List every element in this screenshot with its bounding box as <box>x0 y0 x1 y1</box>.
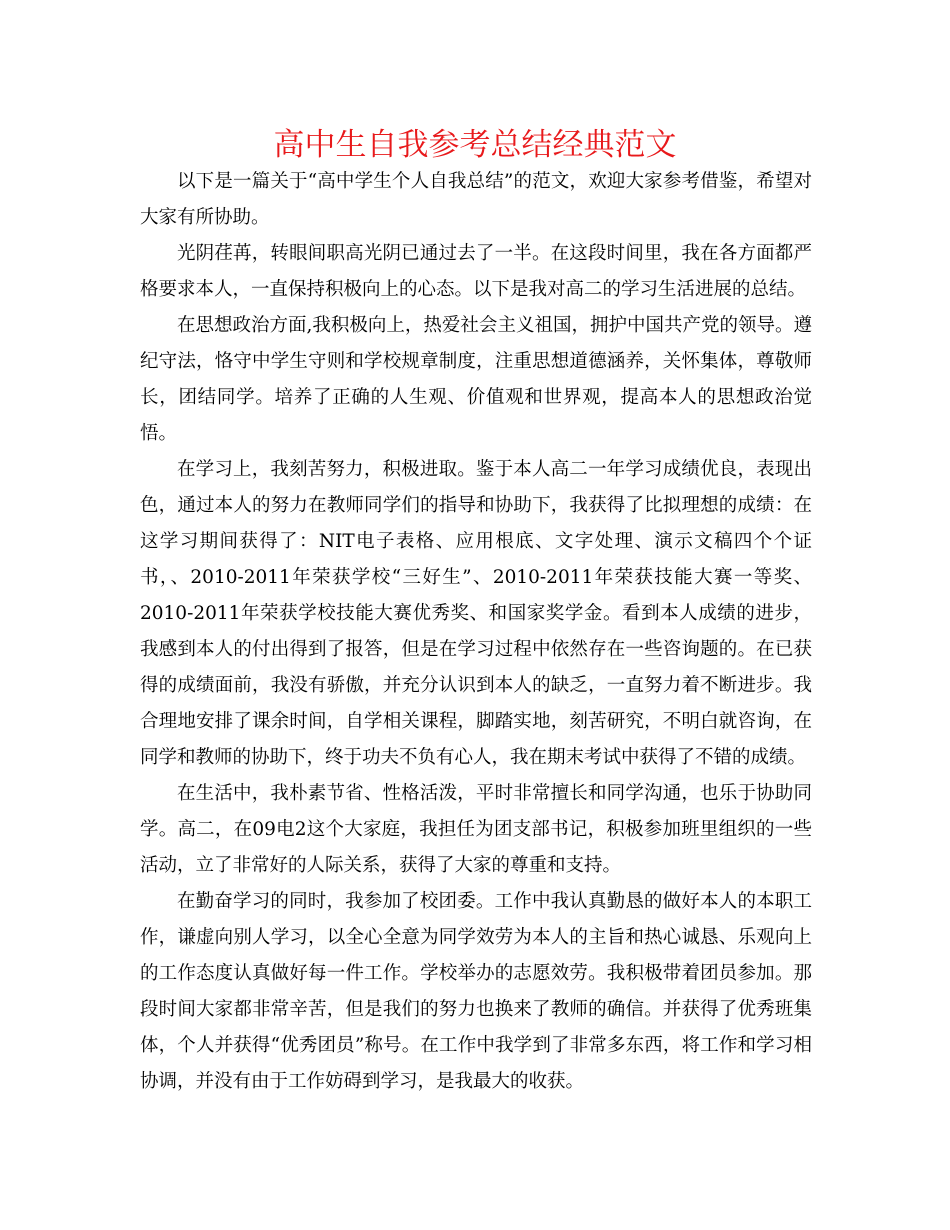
paragraph-overview: 光阴荏苒，转眼间职高光阴已通过去了一半。在这段时间里，我在各方面都严格要求本人，一直保持积极向上的心态。以下是我对高二的学习生活进展的总结。 <box>140 243 812 300</box>
document-title: 高中生自我参考总结经典范文 <box>273 127 677 163</box>
paragraph-work: 在勤奋学习的同时，我参加了校团委。工作中我认真勤恳的做好本人的本职工作，谦虚向别人学习，以全心全意为同学效劳为本人的主旨和热心诚恳、乐观向上的工作态度认真做好每一件工作。学校举办的志愿效劳。我积极带着团员参加。那段时间大家都非常辛苦，但是我们的努力也换来了教师的确信。并获得了优秀班集体，个人并获得“优秀团员”称号。在工作中我学到了非常多东西，将工作和学习相协调，并没有由于工作妨碍到学习，是我最大的收获。 <box>140 891 812 1092</box>
paragraph-study: 在学习上，我刻苦努力，积极进取。鉴于本人高二一年学习成绩优良，表现出色，通过本人的努力在教师同学们的指导和协助下，我获得了比拟理想的成绩：在这学习期间获得了：NIT电子表格、应用根底、文字处理、演示文稿四个个证书，、2010-2011年荣获学校“三好生”、2010-2011年荣获技能大赛一等奖、2010-2011年荣获学校技能大赛优秀奖、和国家奖学金。看到本人成绩的进步，我感到本人的付出得到了报答，但是在学习过程中依然存在一些咨询题的。在已获得的成绩面前，我没有骄傲，并充分认识到本人的缺乏，一直努力着不断进步。我合理地安排了课余时间，自学相关课程，脚踏实地，刻苦研究，不明白就咨询，在同学和教师的协助下，终于功夫不负有心人，我在期末考试中获得了不错的成绩。 <box>140 459 812 768</box>
paragraph-life: 在生活中，我朴素节省、性格活泼，平时非常擅长和同学沟通，也乐于协助同学。高二，在09电2这个大家庭，我担任为团支部书记，积极参加班里组织的一些活动，立了非常好的人际关系，获得了大家的尊重和支持。 <box>140 783 812 876</box>
paragraph-politics: 在思想政治方面,我积极向上，热爱社会主义祖国，拥护中国共产党的领导。遵纪守法，恪守中学生守则和学校规章制度，注重思想道德涵养，关怀集体，尊敬师长，团结同学。培养了正确的人生观、价值观和世界观，提高本人的思想政治觉悟。 <box>140 315 812 444</box>
paragraph-intro: 以下是一篇关于“高中学生个人自我总结”的范文，欢迎大家参考借鉴，希望对大家有所协助。 <box>140 171 812 228</box>
document-body <box>140 164 812 1100</box>
